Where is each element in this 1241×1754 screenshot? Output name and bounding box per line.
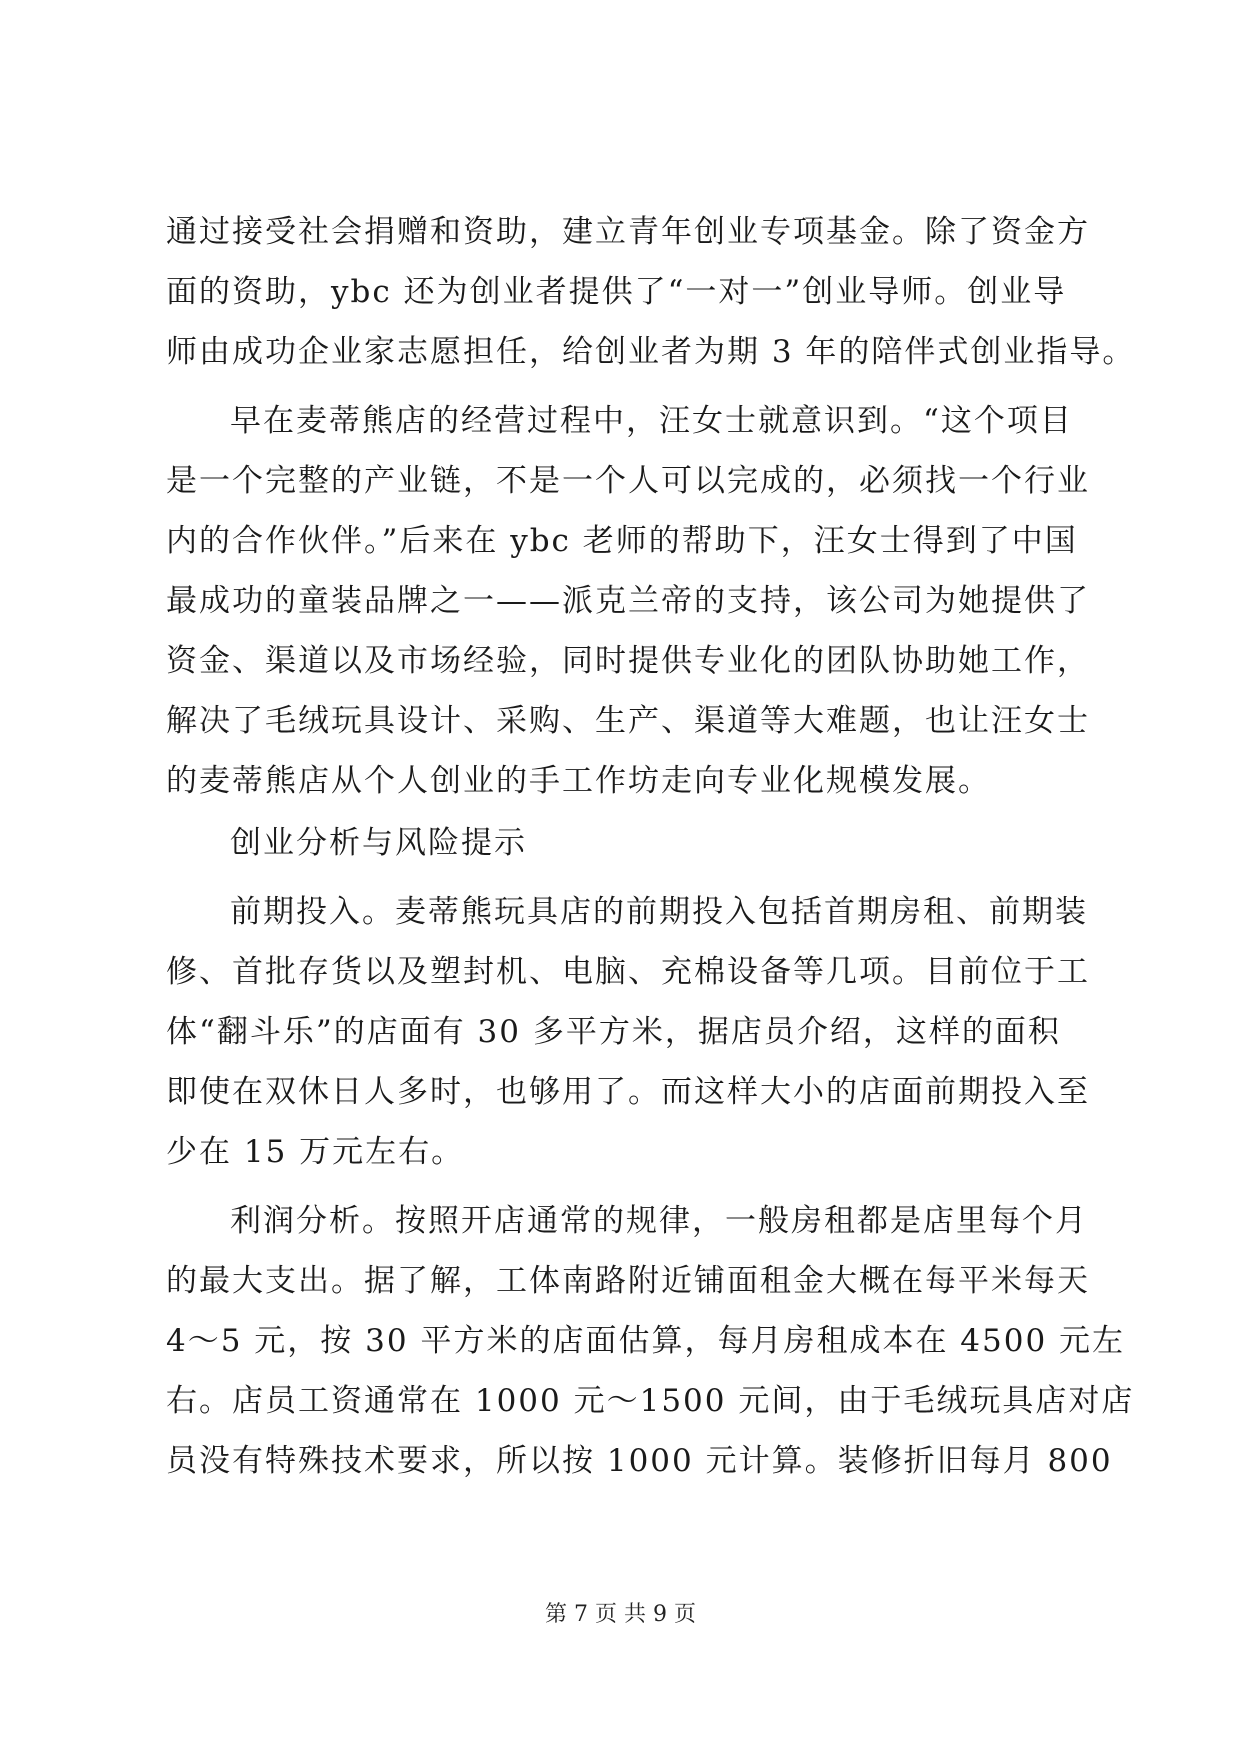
text-line: 面的资助，ybc 还为创业者提供了“一对一”创业导师。创业导 [166,274,1067,310]
text-line: 右。店员工资通常在 1000 元～1500 元间，由于毛绒玩具店对店 [166,1383,1135,1419]
text-line: 是一个完整的产业链，不是一个人可以完成的，必须找一个行业 [166,463,1090,499]
text-line: 利润分析。按照开店通常的规律，一般房租都是店里每个月 [230,1203,1088,1239]
text-line: 员没有特殊技术要求，所以按 1000 元计算。装修折旧每月 800 [166,1443,1113,1479]
text-line: 最成功的童装品牌之一——派克兰帝的支持，该公司为她提供了 [166,583,1090,619]
text-line: 即使在双休日人多时，也够用了。而这样大小的店面前期投入至 [166,1074,1090,1110]
text-line: 前期投入。麦蒂熊玩具店的前期投入包括首期房租、前期装 [230,894,1088,930]
section-heading: 创业分析与风险提示 [230,825,527,861]
text-line: 修、首批存货以及塑封机、电脑、充棉设备等几项。目前位于工 [166,954,1090,990]
text-line: 内的合作伙伴。”后来在 ybc 老师的帮助下，汪女士得到了中国 [166,523,1078,559]
text-line: 解决了毛绒玩具设计、采购、生产、渠道等大难题，也让汪女士 [166,703,1090,739]
text-line: 少在 15 万元左右。 [166,1134,465,1170]
text-line: 早在麦蒂熊店的经营过程中，汪女士就意识到。“这个项目 [230,403,1073,439]
text-line: 体“翻斗乐”的店面有 30 多平方米，据店员介绍，这样的面积 [166,1014,1061,1050]
text-line: 4～5 元，按 30 平方米的店面估算，每月房租成本在 4500 元左 [166,1323,1126,1359]
page-footer: 第 7 页 共 9 页 [545,1602,696,1627]
text-line: 师由成功企业家志愿担任，给创业者为期 3 年的陪伴式创业指导。 [166,334,1136,370]
text-line: 的最大支出。据了解，工体南路附近铺面租金大概在每平米每天 [166,1263,1090,1299]
text-line: 资金、渠道以及市场经验，同时提供专业化的团队协助她工作， [166,643,1090,679]
text-line: 通过接受社会捐赠和资助，建立青年创业专项基金。除了资金方 [166,214,1090,250]
text-line: 的麦蒂熊店从个人创业的手工作坊走向专业化规模发展。 [166,763,991,799]
